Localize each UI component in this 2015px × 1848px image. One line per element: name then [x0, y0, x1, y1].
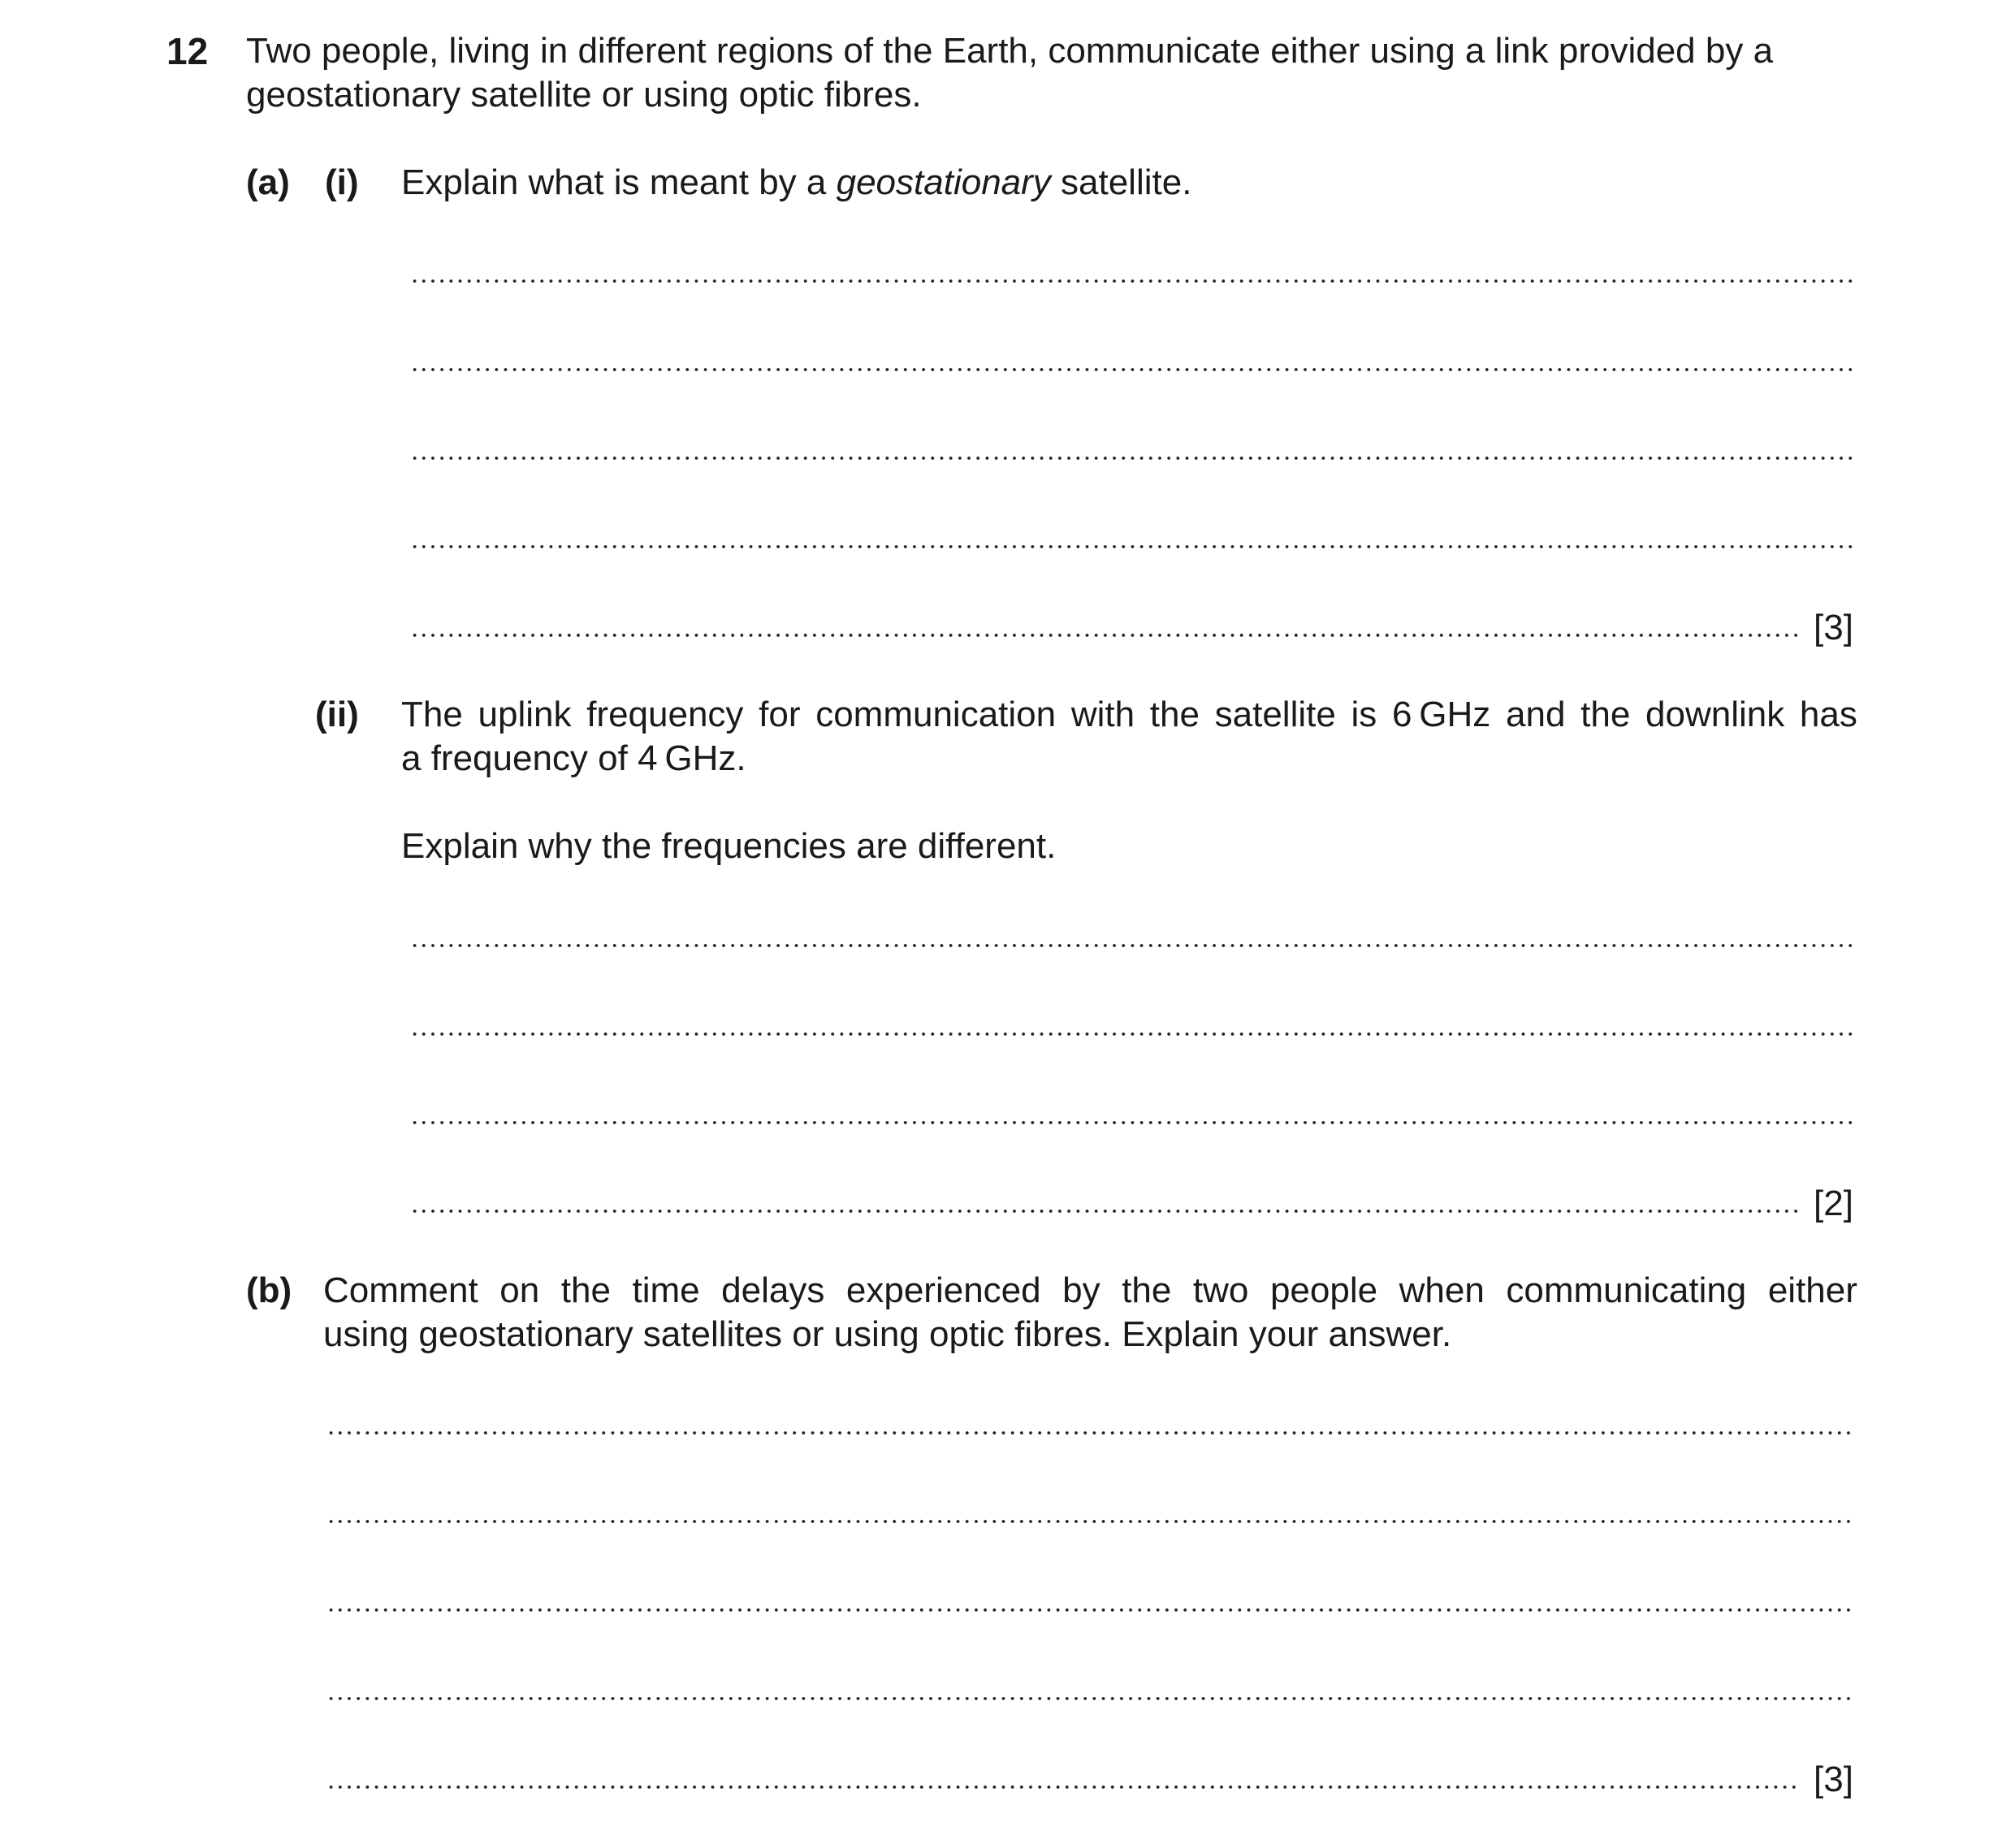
mark-b: [3]: [1814, 1759, 1853, 1799]
part-a-i-question: [401, 161, 1191, 205]
answer-line-a-i-2[interactable]: [410, 367, 1856, 372]
part-b-word: when: [1399, 1270, 1485, 1310]
answer-line-b-5[interactable]: [326, 1785, 1799, 1790]
answer-line-b-3[interactable]: [326, 1608, 1856, 1612]
answer-line-a-i-4[interactable]: [410, 544, 1856, 549]
part-a-ii-word: is: [1351, 695, 1377, 734]
part-a-ii-word: The: [401, 695, 463, 734]
part-a-i-label: (i): [325, 162, 359, 202]
question-intro-line-1: Two people, living in different regions of the Earth, communicate either using a link provided by a: [246, 31, 1774, 71]
mark-a-ii: [2]: [1814, 1184, 1853, 1223]
part-b-line-1: [323, 1269, 1857, 1313]
part-b-word: delays: [721, 1270, 825, 1310]
part-a-ii-word: downlink: [1645, 695, 1785, 734]
part-a-label: (a): [246, 162, 290, 202]
part-a-ii-line-2: a frequency of 4 GHz.: [401, 738, 746, 778]
part-b-word: by: [1062, 1270, 1100, 1310]
answer-line-b-1[interactable]: [326, 1430, 1856, 1435]
answer-line-a-i-1[interactable]: [410, 279, 1856, 283]
answer-line-b-2[interactable]: [326, 1519, 1856, 1524]
part-b-word: the: [1122, 1270, 1172, 1310]
part-a-i-text-after: satellite.: [1050, 162, 1192, 202]
question-intro-line-2: geostationary satellite or using optic fibres.: [246, 75, 922, 115]
part-b-label: (b): [246, 1270, 292, 1310]
part-b-word: people: [1269, 1270, 1378, 1310]
part-b-word: experienced: [845, 1270, 1041, 1310]
part-a-ii-word: 6 GHz: [1392, 695, 1491, 734]
part-a-ii-word: the: [1149, 695, 1200, 734]
part-a-ii-word: with: [1070, 695, 1135, 734]
part-a-ii-line-1: [401, 693, 1857, 737]
part-b-line-2: using geostationary satellites or using optic fibres. Explain your answer.: [323, 1314, 1452, 1354]
part-b-word: either: [1767, 1270, 1857, 1310]
part-b-word: the: [560, 1270, 611, 1310]
mark-a-i: [3]: [1814, 608, 1853, 647]
part-a-ii-word: frequency: [586, 695, 744, 734]
part-b-word: communicating: [1506, 1270, 1747, 1310]
part-a-i-text-italic: geostationary: [836, 162, 1051, 202]
part-a-ii-word: satellite: [1214, 695, 1336, 734]
answer-line-a-ii-1[interactable]: [410, 943, 1856, 948]
answer-line-b-4[interactable]: [326, 1696, 1856, 1701]
part-b-word: two: [1192, 1270, 1249, 1310]
question-number: 12: [166, 30, 209, 72]
part-b-word: Comment: [323, 1270, 478, 1310]
part-a-ii-word: uplink: [478, 695, 572, 734]
part-a-i-text-before: Explain what is meant by a: [401, 162, 837, 202]
part-a-ii-word: and: [1506, 695, 1566, 734]
answer-line-a-ii-3[interactable]: [410, 1120, 1856, 1125]
part-a-ii-label: (ii): [315, 695, 359, 734]
part-b-word: time: [632, 1270, 700, 1310]
part-a-ii-word: for: [759, 695, 801, 734]
answer-line-a-ii-2[interactable]: [410, 1032, 1856, 1037]
answer-line-a-i-5[interactable]: [410, 633, 1799, 638]
part-b-word: on: [499, 1270, 540, 1310]
part-a-ii-word: the: [1580, 695, 1631, 734]
answer-line-a-ii-4[interactable]: [410, 1209, 1799, 1214]
part-a-ii-word: has: [1799, 695, 1857, 734]
answer-line-a-i-3[interactable]: [410, 456, 1856, 461]
part-a-ii-word: communication: [815, 695, 1057, 734]
part-a-ii-prompt: Explain why the frequencies are different.: [401, 826, 1057, 866]
